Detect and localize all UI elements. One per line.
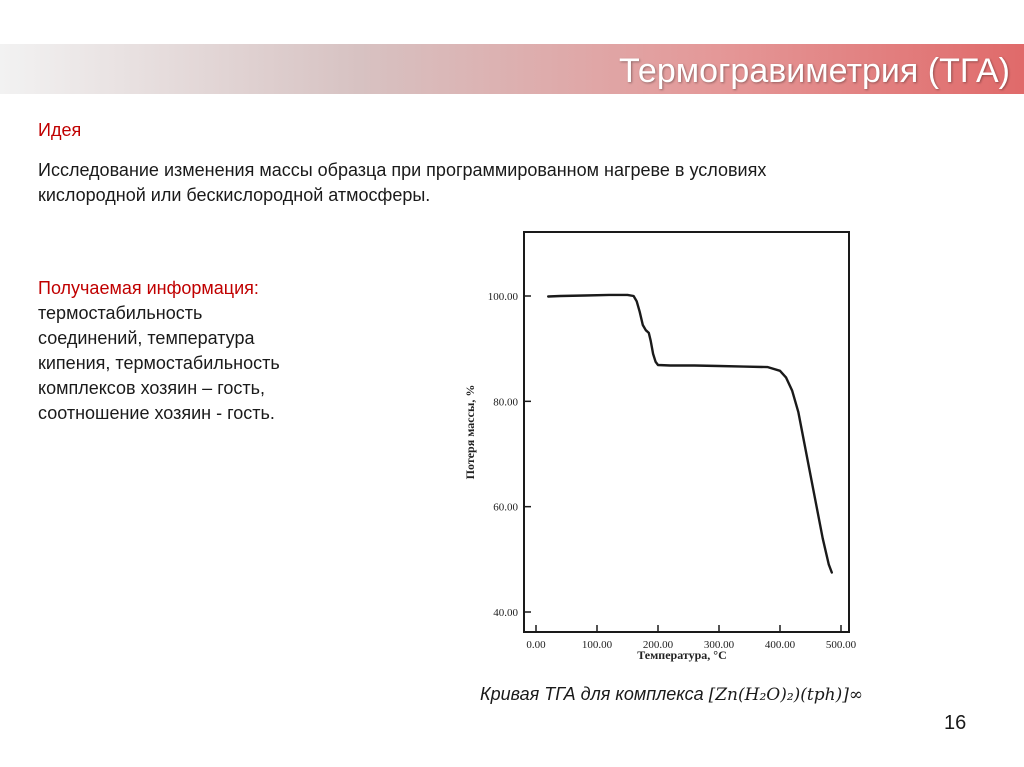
title-bar xyxy=(0,44,1024,94)
x-tick-label: 200.00 xyxy=(642,639,674,651)
info-line: соединений, температура xyxy=(38,328,255,348)
x-tick-label: 400.00 xyxy=(764,639,796,651)
x-tick-label: 300.00 xyxy=(703,639,735,651)
tga-curve xyxy=(548,295,832,573)
y-tick-label: 60.00 xyxy=(493,501,518,514)
tga-chart-svg xyxy=(458,222,878,674)
y-tick-label: 80.00 xyxy=(493,396,518,409)
figure-caption xyxy=(480,684,1000,705)
caption-formula: [Zn(H₂O)₂)(tph)]∞ xyxy=(708,685,863,705)
info-line: термостабильность xyxy=(38,303,203,323)
y-tick-label: 100.00 xyxy=(487,291,518,303)
plot-frame xyxy=(524,232,849,632)
info-line: кипения, термостабильность xyxy=(38,353,280,373)
x-tick-label: 100.00 xyxy=(581,639,613,651)
x-tick-label: 0.00 xyxy=(526,639,546,651)
idea-text xyxy=(38,158,998,208)
info-block xyxy=(38,276,398,426)
y-tick-label: 40.00 xyxy=(493,607,518,619)
idea-heading: Идея xyxy=(38,120,82,140)
page-number: 16 xyxy=(944,712,967,734)
idea-line: кислородной или бескислородной атмосферы. xyxy=(38,185,431,205)
info-line: соотношение хозяин - гость. xyxy=(38,403,275,423)
tga-chart xyxy=(458,222,878,674)
x-tick-label: 500.00 xyxy=(825,639,857,651)
info-line: комплексов хозяин – гость, xyxy=(38,378,265,398)
x-axis-label: Температура, °C xyxy=(637,648,727,662)
caption-text: Кривая ТГА для комплекса xyxy=(480,684,709,704)
y-axis-label: Потеря массы, % xyxy=(463,384,477,480)
idea-line: Исследование изменения массы образца при программированном нагреве в условиях xyxy=(38,160,767,180)
slide-title: Термогравиметрия (ТГА) xyxy=(619,52,1010,90)
info-heading: Получаемая информация: xyxy=(38,278,259,298)
